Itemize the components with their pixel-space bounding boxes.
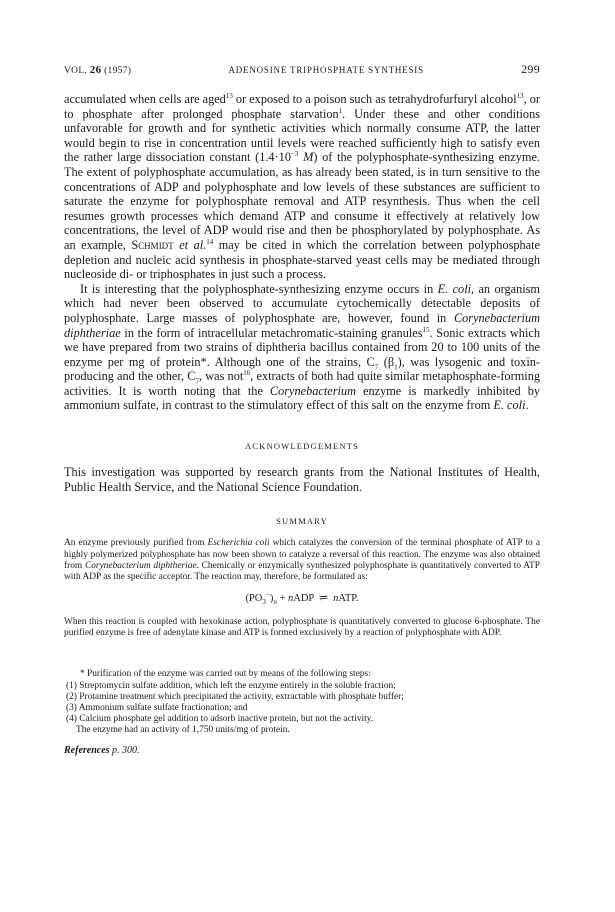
reaction-equation: $(PO_3^-)_n$ + nADP ⇌ nATP. (245, 590, 359, 607)
footnote-step: (4) Calcium phosphate gel addition to adsorb inactive protein, but not the activity. (66, 714, 374, 725)
paragraph-1: accumulated when cells are aged$^{13}$ or exposed to a poison such as tetrahydrofurfuryl alcohol$^{13}$, or to phosphate after prolonged phosphate starvation$^1$. Under these and other conditions unfavorable for growth and for synthetic activities which normally consume ATP, the latter would begin to rise in concentration until levels were reached sufficiently high to satisfy even the rather large dissociation constant ($1.4\cdot 10^{-3}$ M) of the polyphosphate-synthesizing enzyme. The extent of polyphosphate accumulation, as has already been stated, is in turn sensitive to the concentrations of ADP and polyphosphate and low levels of these substances are sufficient to saturate the enzyme for polyphosphate removal and ATP resynthesis. Thus when the cell resumes growth processes which demand ATP and consume it effectively at relatively low concentrations, the level of ADP would rise and then be phosphorylated by polyphosphate. As an example, Schmidt et al.$^{14}$ may be cited in which the correlation between polyphosphate depletion and nucleic acid synthesis in phosphate-starved yeast cells may be mediated through nucleoside di- or triphosphates in just such a process. (64, 91, 541, 282)
main-text (64, 92, 540, 413)
running-header (64, 62, 540, 78)
summary-heading: SUMMARY (276, 516, 328, 527)
page-number: 299 (521, 62, 540, 76)
footnote-step: (3) Ammonium sulfate sulfate fractionation; and (66, 702, 248, 713)
acknowledgements-text: This investigation was supported by research grants from the National Institutes of Health, Public Health Service, and the National Science Foundation. (64, 465, 540, 494)
footnote-activity: The enzyme had an activity of 1,750 units/mg of protein. (76, 725, 290, 736)
summary-paragraph-1: An enzyme previously purified from Escherichia coli which catalyzes the conversion of the terminal phosphate of ATP to a highly polymerized polyphosphate has now been shown to catalyze a reversal of this reaction. The enzyme was also obtained from Corynebacterium diphtheriae. Chemically or enzymically synthesized polyphosphate is quantitatively converted to ATP with ADP as the specific acceptor. The reaction may, therefore, be formulated as: (64, 538, 540, 583)
volume-info: VOL. 26 (1957) (64, 64, 132, 76)
equilibrium-arrow-icon: ⇌ (319, 593, 328, 605)
footnotes (64, 669, 540, 736)
references-note: References p. 300. (64, 744, 140, 756)
summary-paragraph-2: When this reaction is coupled with hexokinase action, polyphosphate is quantitatively converted to glucose 6-phosphate. The purified enzyme is free of adenylate kinase and ATP is formed exclusively by a reaction of polyphosphate with ADP. (64, 616, 540, 639)
footnote-intro: * Purification of the enzyme was carried out by means of the following steps: (80, 669, 371, 680)
acknowledgements-heading: ACKNOWLEDGEMENTS (244, 441, 360, 452)
summary-text (64, 538, 540, 639)
paragraph-2: It is interesting that the polyphosphate-synthesizing enzyme occurs in E. coli, an organism which had never been observed to accumulate cytochemically detectable deposits of polyphosphate. Large masses of polyphosphate are, however, found in Corynebacterium diphtheriae in the form of intracellular metachromatic-staining granules$^{15}$. Sonic extracts which we have prepared from two strains of diphtheria bacillus contained from 20 to 100 units of the enzyme per mg of protein*. Although one of the strains, $C_7$ $(\beta_1)$, was lysogenic and toxin-producing and the other, $C_7$, was not$^{16}$, extracts of both had quite similar metaphosphate-forming activities. It is worth noting that the Corynebacterium enzyme is markedly inhibited by ammonium sulfate, in contrast to the stimulatory effect of this salt on the enzyme from E. coli. (64, 281, 540, 413)
footnote-step: (2) Protamine treatment which precipitated the activity, extractable with phosphate buffer; (66, 691, 404, 702)
running-title: ADENOSINE TRIPHOSPHATE SYNTHESIS (228, 65, 424, 75)
footnote-step: (1) Streptomycin sulfate addition, which left the enzyme entirely in the soluble fraction; (66, 680, 396, 691)
journal-page (64, 62, 540, 756)
